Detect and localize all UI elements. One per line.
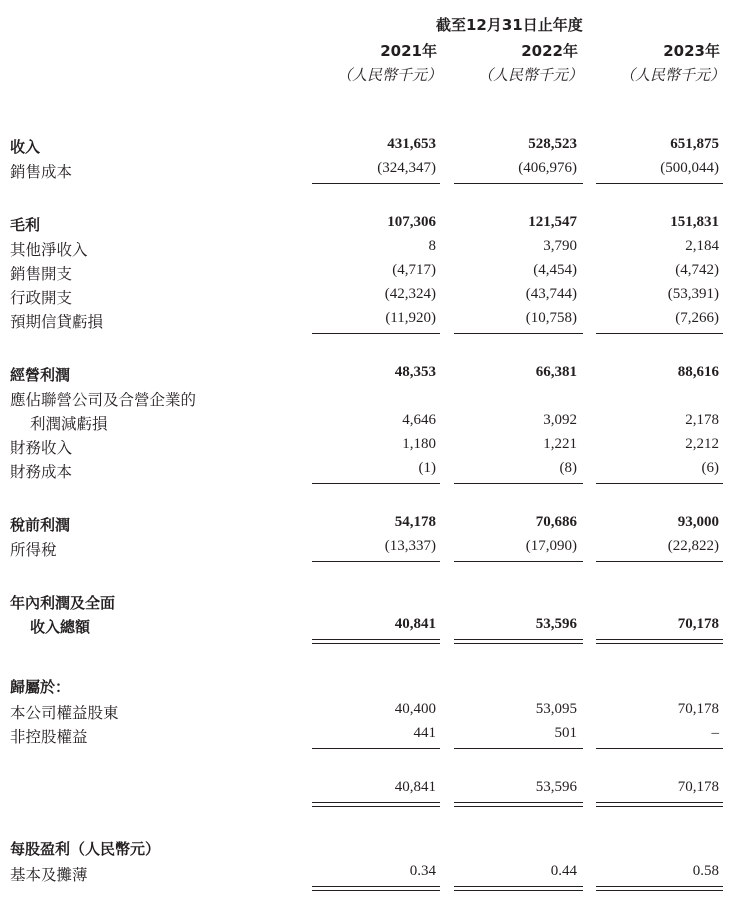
cell-finance-income-2021: 1,180 [402,436,436,452]
cell-attributable-total-2021: 40,841 [394,779,436,795]
row-label-share-profit-less-loss: 利潤減虧損 [30,415,108,433]
cell-admin-expenses-2021: (42,324) [384,286,436,302]
row-label-attributable-to: 歸屬於： [10,678,71,696]
row-label-finance-income: 財務收入 [10,439,73,457]
cell-total-comprehensive-2023: 70,178 [677,616,719,632]
year-header-2021: 2021年 [380,42,437,60]
cell-finance-costs-2023: (6) [701,460,719,476]
total-double-rule [454,802,583,803]
total-double-rule [312,643,440,644]
subtotal-rule [312,183,440,184]
cell-gross-profit-2022: 121,547 [528,214,577,230]
total-double-rule [312,802,440,803]
cell-finance-costs-2021: (1) [418,460,436,476]
subtotal-rule [312,561,440,562]
row-label-equity-shareholders: 本公司權益股東 [10,704,119,722]
total-double-rule [312,806,440,807]
row-label-share-of-associates: 應佔聯營公司及合營企業的 [10,391,197,409]
row-label-finance-costs: 財務成本 [10,463,73,481]
cell-operating-profit-2022: 66,381 [535,364,577,380]
subtotal-rule [454,748,583,749]
cell-profit-before-tax-2022: 70,686 [535,514,577,530]
cell-revenue-2022: 528,523 [528,136,577,152]
cell-eps-2021: 0.34 [409,863,436,879]
cell-expected-credit-loss-2023: (7,266) [675,310,719,326]
row-label-operating-profit: 經營利潤 [10,366,71,384]
cell-cost-of-sales-2021: (324,347) [377,160,436,176]
cell-profit-before-tax-2023: 93,000 [677,514,719,530]
cell-attributable-total-2022: 53,596 [535,779,577,795]
subtotal-rule [454,483,583,484]
year-header-2022: 2022年 [521,42,578,60]
cell-cost-of-sales-2023: (500,044) [660,160,719,176]
cell-cost-of-sales-2022: (406,976) [518,160,577,176]
row-label-expected-credit-loss: 預期信貸虧損 [10,313,104,331]
total-double-rule [454,643,583,644]
total-double-rule [596,806,723,807]
cell-selling-expenses-2022: (4,454) [533,262,577,278]
row-label-basic-and-diluted: 基本及攤薄 [10,866,88,884]
cell-revenue-2021: 431,653 [387,136,436,152]
total-double-rule [596,886,723,887]
subtotal-rule [596,333,723,334]
cell-admin-expenses-2022: (43,744) [525,286,577,302]
cell-expected-credit-loss-2021: (11,920) [385,310,436,326]
row-label-selling-expenses: 銷售開支 [10,265,73,283]
subtotal-rule [312,748,440,749]
cell-selling-expenses-2023: (4,742) [675,262,719,278]
cell-non-controlling-2023: – [711,725,719,741]
total-double-rule [312,890,440,891]
subtotal-rule [596,748,723,749]
row-label-admin-expenses: 行政開支 [10,289,73,307]
cell-revenue-2023: 651,875 [670,136,719,152]
cell-finance-costs-2022: (8) [559,460,577,476]
cell-gross-profit-2021: 107,306 [387,214,436,230]
cell-gross-profit-2023: 151,831 [670,214,719,230]
cell-operating-profit-2023: 88,616 [677,364,719,380]
cell-equity-shareholders-2021: 40,400 [394,701,436,717]
total-double-rule [454,890,583,891]
subtotal-rule [596,483,723,484]
total-double-rule [312,639,440,640]
unit-label-2022: （人民幣千元） [477,66,583,84]
subtotal-rule [454,333,583,334]
subtotal-rule [596,183,723,184]
cell-non-controlling-2022: 501 [554,725,577,741]
total-double-rule [454,886,583,887]
row-label-income-tax: 所得稅 [10,541,57,559]
subtotal-rule [596,561,723,562]
cell-finance-income-2022: 1,221 [543,436,577,452]
cell-other-net-income-2021: 8 [428,238,436,254]
cell-share-profit-2023: 2,178 [685,412,719,428]
cell-total-comprehensive-2022: 53,596 [535,616,577,632]
cell-selling-expenses-2021: (4,717) [392,262,436,278]
total-double-rule [596,639,723,640]
cell-income-tax-2023: (22,822) [667,538,719,554]
cell-profit-before-tax-2021: 54,178 [394,514,436,530]
cell-share-profit-2022: 3,092 [543,412,577,428]
cell-admin-expenses-2023: (53,391) [667,286,719,302]
cell-income-tax-2021: (13,337) [384,538,436,554]
subtotal-rule [312,483,440,484]
year-header-2023: 2023年 [663,42,720,60]
total-double-rule [312,886,440,887]
row-label-earnings-per-share: 每股盈利（人民幣元） [10,840,161,858]
cell-operating-profit-2021: 48,353 [394,364,436,380]
total-double-rule [596,643,723,644]
subtotal-rule [454,561,583,562]
cell-finance-income-2023: 2,212 [685,436,719,452]
cell-attributable-total-2023: 70,178 [677,779,719,795]
cell-equity-shareholders-2023: 70,178 [677,701,719,717]
total-double-rule [596,802,723,803]
cell-other-net-income-2022: 3,790 [543,238,577,254]
cell-total-comprehensive-2021: 40,841 [394,616,436,632]
row-label-cost-of-sales: 銷售成本 [10,163,73,181]
unit-label-2023: （人民幣千元） [619,66,725,84]
total-double-rule [454,806,583,807]
period-header: 截至12月31日止年度 [436,16,583,34]
unit-label-2021: （人民幣千元） [336,66,442,84]
row-label-profit-and-comprehensive: 年內利潤及全面 [10,594,116,612]
row-label-non-controlling-interests: 非控股權益 [10,728,88,746]
row-label-other-net-income: 其他淨收入 [10,241,88,259]
cell-eps-2023: 0.58 [692,863,719,879]
cell-equity-shareholders-2022: 53,095 [535,701,577,717]
subtotal-rule [454,183,583,184]
cell-non-controlling-2021: 441 [413,725,436,741]
cell-income-tax-2022: (17,090) [525,538,577,554]
total-double-rule [596,890,723,891]
cell-other-net-income-2023: 2,184 [685,238,719,254]
total-double-rule [454,639,583,640]
row-label-total-comprehensive-income: 收入總額 [30,618,91,636]
cell-share-profit-2021: 4,646 [402,412,436,428]
row-label-gross-profit: 毛利 [10,216,41,234]
row-label-profit-before-tax: 稅前利潤 [10,516,71,534]
subtotal-rule [312,333,440,334]
cell-eps-2022: 0.44 [550,863,577,879]
row-label-revenue: 收入 [10,138,41,156]
cell-expected-credit-loss-2022: (10,758) [525,310,577,326]
